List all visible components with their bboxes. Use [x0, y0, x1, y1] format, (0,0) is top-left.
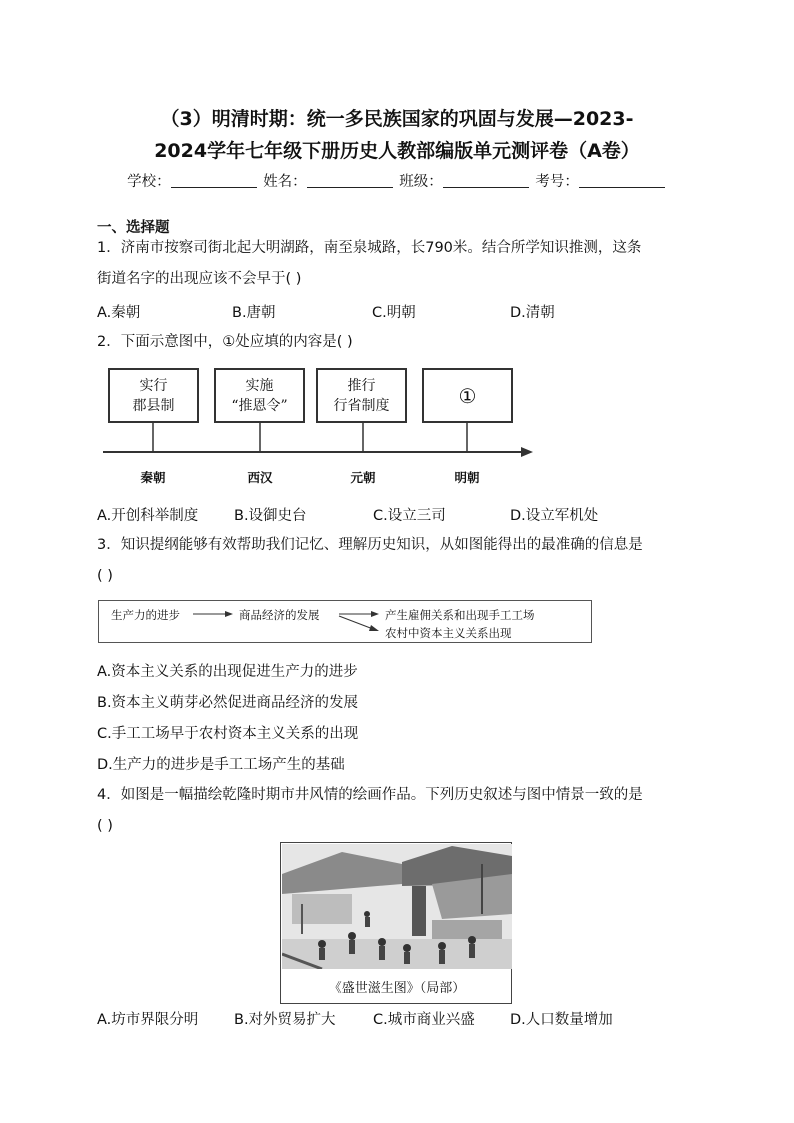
student-info-row: [0, 170, 794, 191]
timeline-arrow-head: [521, 447, 533, 457]
q1-stem-line2: 街道名字的出现应该不会早于( ): [97, 271, 302, 287]
flow-arrow-2-head: [371, 611, 379, 617]
flow-arrows: [99, 601, 593, 644]
exam-title-line1: （3）明清时期：统一多民族国家的巩固与发展—2023-: [160, 108, 634, 130]
q3-option-d[interactable]: D.生产力的进步是手工工场产生的基础: [97, 757, 345, 773]
school-label: 学校：: [127, 174, 171, 190]
label-ming: 明朝: [454, 470, 480, 485]
q3-stem-line1: 3．知识提纲能够有效帮助我们记忆、理解历史知识，从如图能得出的最准确的信息是: [97, 537, 643, 553]
q1-option-a[interactable]: A.秦朝: [97, 305, 141, 321]
flow-end1: 产生雇佣关系和出现手工工场: [385, 608, 535, 622]
exam-no-blank[interactable]: [579, 173, 665, 188]
q2-option-a[interactable]: A.开创科举制度: [97, 508, 199, 524]
box-yuan: 推行 行省制度: [316, 368, 407, 423]
q3-option-c[interactable]: C.手工工场早于农村资本主义关系的出现: [97, 726, 359, 742]
q4-painting-figure: [280, 842, 512, 1004]
painting-caption: 《盛世滋生图》（局部）: [328, 981, 466, 996]
q3-stem-line2: ( ): [97, 568, 113, 584]
q2-option-c[interactable]: C.设立三司: [373, 508, 446, 524]
q4-option-b[interactable]: B.对外贸易扩大: [234, 1012, 336, 1028]
q4-stem-line1: 4．如图是一幅描绘乾隆时期市井风情的绘画作品。下列历史叙述与图中情景一致的是: [97, 787, 643, 803]
label-xihan: 西汉: [247, 470, 273, 485]
flow-end2: 农村中资本主义关系出现: [385, 626, 512, 640]
street-scene-image: [282, 844, 512, 969]
q2-stem: 2．下面示意图中，①处应填的内容是( ): [97, 334, 353, 350]
q4-option-a[interactable]: A.坊市界限分明: [97, 1012, 199, 1028]
q2-option-d[interactable]: D.设立军机处: [510, 508, 599, 524]
flow-middle: 商品经济的发展: [239, 608, 320, 622]
flow-arrow-3-head: [369, 625, 379, 631]
q3-option-a[interactable]: A.资本主义关系的出现促进生产力的进步: [97, 664, 358, 680]
q4-option-c[interactable]: C.城市商业兴盛: [373, 1012, 475, 1028]
exam-no-label: 考号：: [535, 174, 579, 190]
box-qin: 实行 郡县制: [108, 368, 199, 423]
q1-option-d[interactable]: D.清朝: [510, 305, 555, 321]
flow-arrow-1-head: [225, 611, 233, 617]
label-yuan: 元朝: [350, 470, 376, 485]
label-qin: 秦朝: [140, 470, 166, 485]
school-blank[interactable]: [171, 173, 257, 188]
class-blank[interactable]: [443, 173, 529, 188]
exam-title-line2: 2024学年七年级下册历史人教部编版单元测评卷（A卷）: [154, 140, 640, 162]
q3-flow-diagram: [98, 600, 592, 643]
q2-option-b[interactable]: B.设御史台: [234, 508, 307, 524]
q2-timeline-diagram: [103, 364, 533, 488]
q4-option-d[interactable]: D.人口数量增加: [510, 1012, 613, 1028]
name-label: 姓名：: [263, 174, 307, 190]
name-blank[interactable]: [307, 173, 393, 188]
class-label: 班级：: [399, 174, 443, 190]
q1-option-c[interactable]: C.明朝: [372, 305, 416, 321]
q3-option-b[interactable]: B.资本主义萌芽必然促进商品经济的发展: [97, 695, 359, 711]
box-xihan: 实施 “推恩令”: [214, 368, 305, 423]
flow-arrow-3: [339, 616, 373, 629]
section-title: 一、选择题: [97, 220, 170, 236]
q4-stem-line2: ( ): [97, 818, 113, 834]
box-ming-blank: ①: [422, 368, 513, 423]
flow-start: 生产力的进步: [111, 608, 180, 622]
q1-stem-line1: 1．济南市按察司街北起大明湖路，南至泉城路，长790米。结合所学知识推测，这条: [97, 240, 642, 256]
q1-option-b[interactable]: B.唐朝: [232, 305, 276, 321]
